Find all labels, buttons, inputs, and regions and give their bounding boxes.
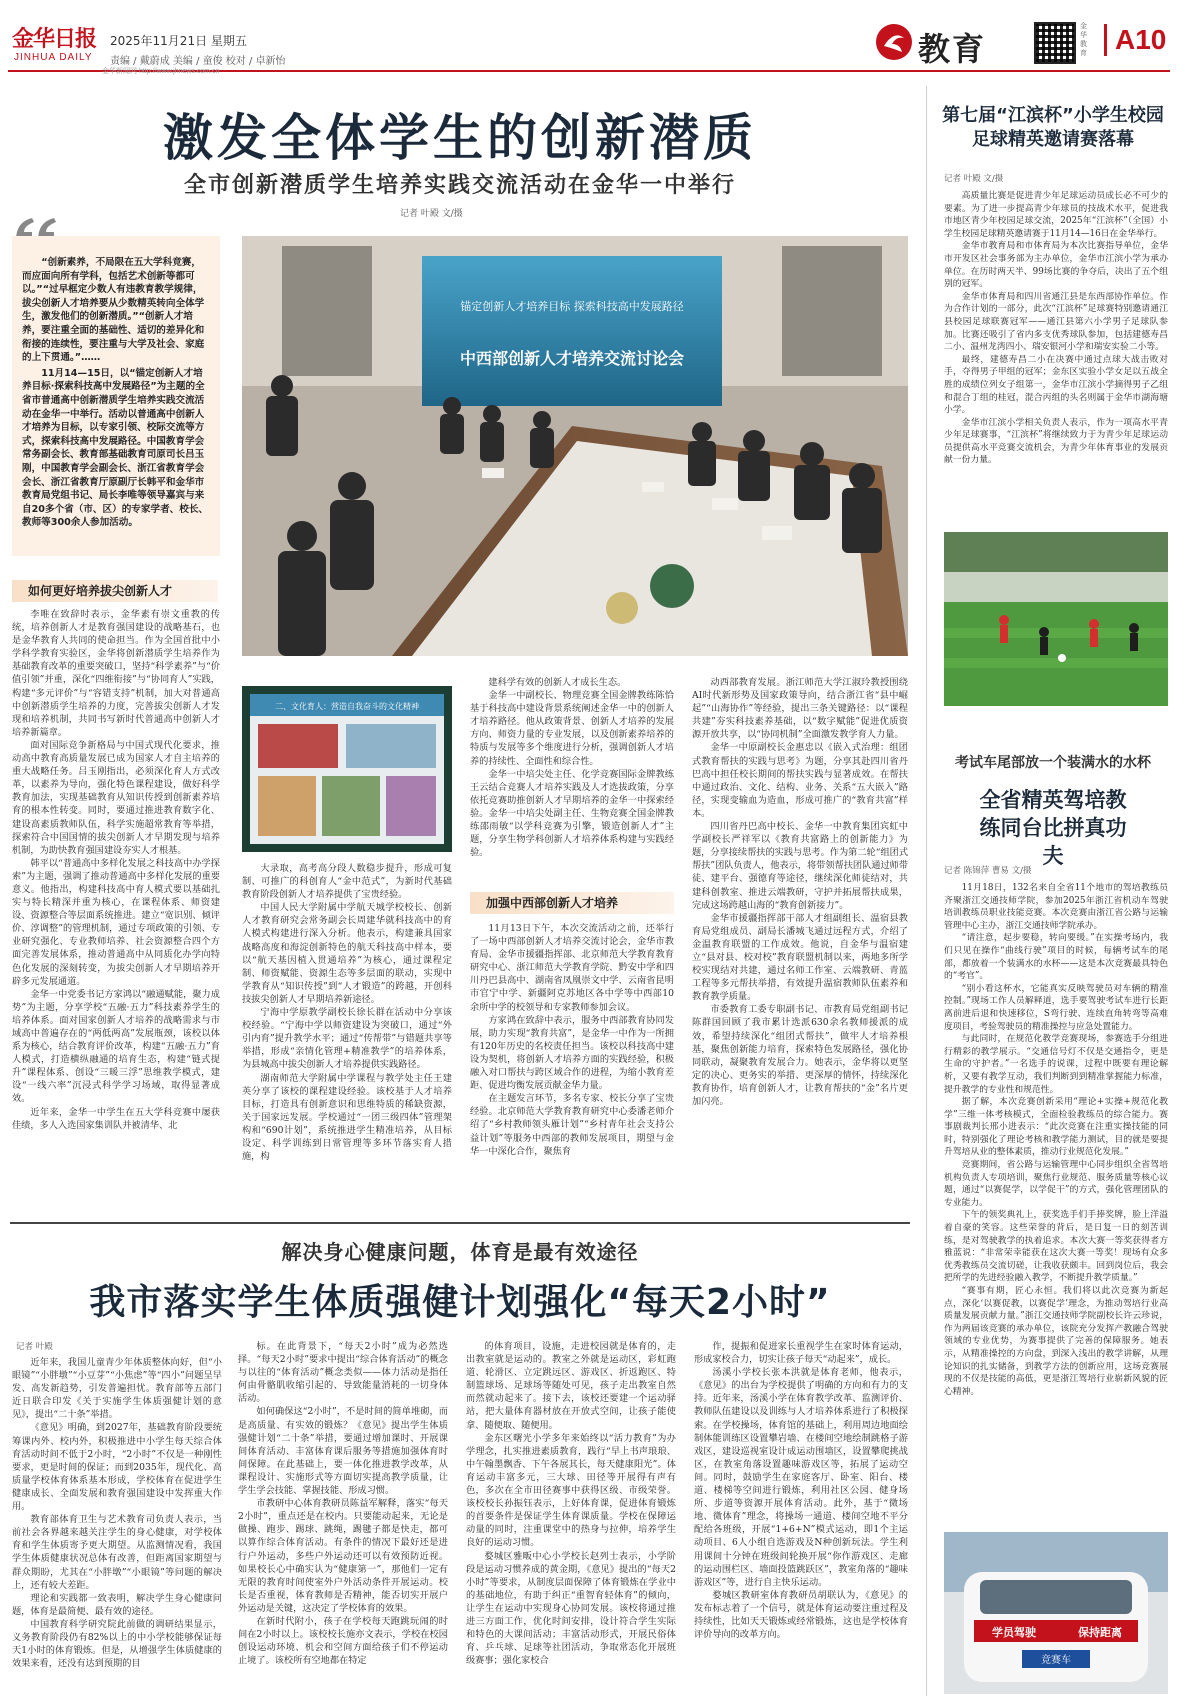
main-column-4 bbox=[692, 676, 908, 1212]
subhead-midwest-talent: 加强中西部创新人才培养 bbox=[470, 892, 674, 914]
newspaper-logo-en: JINHUA DAILY bbox=[14, 52, 93, 63]
paragraph: 四川省丹巴高中校长、金华一中教育集团宾虹中学副校长严祥军以《教育共富路上的创新能力》为题，分享接续帮扶的实践与思考。作为第二轮“组团式帮扶”团队负责人，他表示，将带领帮扶团队通过师带徒、建平台、强德育等途径，继续深化师徒结对，共建科创教室、推进云端教研，守护并拓展帮扶成果，完成这场跨越山海的“教育创新接力”。 bbox=[692, 821, 908, 911]
main-column-1 bbox=[12, 608, 220, 1212]
masthead bbox=[8, 8, 1170, 72]
paragraph: 汤溪小学校长张本洪就是体育老师，他表示，《意见》的出台为学校提供了明确的方向和有力的支持。近年来，汤溪小学在体育教学改革、监测评价、教师队伍建设以及训练与人才培养体系进行了积极探索。在学校操场，体育馆的基础上，利用周边地面绘制体能训练区设置攀岩墙、在楼间空地绘制跳格子游戏区，建设巡视室设计成运动围墙区，设置攀爬挑战区，在教室角落设置趣味游戏区等，拓展了运动空间。同时，鼓励学生在家庭客厅、卧室、阳台、楼道、楼梯等空间进行锻炼，利用社区公园、健身场所、步道等资源开展体育活动。此外，基于“微场地、微体育”理念，将操场一通道、楼间空地不平分配给各班级，开展“1+6+N”模式运动，即1个主运动项目、6人小组自选游戏及N种创新玩法。学生利用课间十分钟在班级间轮换开展“你作游戏区、走廊的运动围栏区、墙面投篮跳跃区”，教室角落的“趣味游戏区”等，进行自主快乐运动。 bbox=[694, 1367, 908, 1588]
paragraph: 在主题发言环节，多名专家、校长分享了宝贵经验。北京师范大学教育教育研究中心委潘老师介绍了“乡村教师领头雁计划”“乡村青年社会支持公益计划”等服务中西部的教师发展项目，期望与金华一中深化合作，聚焦育 bbox=[470, 1093, 674, 1157]
pe-column-2 bbox=[238, 1340, 448, 1696]
paragraph: 市委教育工委专职副书记、市教育局党组副书记陈群国回顾了我市累计选派630余名教师援派的成效，希望持续深化“组团式帮扶”，做牢人才培养根基，聚焦创新能力培育，探索特色发展路径，强化协同联动，凝聚教育发展合力。她表示，金华将以更坚定的决心、更务实的举措、更深厚的情怀，持续深化教育协作，培育创新人才，让教育帮扶的“金”名片更加闪亮。 bbox=[692, 1004, 908, 1107]
paragraph: 如何确保这“2小时”，不是时间的简单堆砌，而是高质量、有实效的锻炼？《意见》提出学生体质强健计划“二十条”举措，要通过增加课时、开展课间体育活动、丰富体育课后服务等措施加强体育时间保障。在此基础上，要一体化推进教学改革，从课程设计、实施形式等方面切实提高教学质量，让学生学会技能、掌握技能、形成习惯。 bbox=[238, 1406, 448, 1497]
paragraph: 教育部体育卫生与艺术教育司负责人表示，当前社会各界越来越关注学生的身心健康，对学校体育和学生体质寄予更大期望。从监测情况看，我国学生体质健康状况总体有改善，但距离国家期望与群众期盼，尤其在“小胖墩”“小眼镜”等问题的解决上，还有较大差距。 bbox=[12, 1514, 222, 1591]
intro-box bbox=[12, 236, 220, 556]
intro-paragraph: 11月14—15日，以“锚定创新人才培养目标·探索科技高中发展路径”为主题的全省市普通高中创新潜质学生培养实践交流活动在金华一中举行。活动以普通高中创新人才培养为目标，以专家引领、校际交流等方式，探索科技高中发展路径。中国教育学会常务副会长、教育部基础教育司原司长吕玉刚，中国教育学会副会长、浙江省教育学会会长、浙江省教育厅原副厅长韩平和金华市教育局党组书记、局长李唯等领导嘉宾与来自20多个省（市、区）的专家学者、校长、教师等300余人参加活动。 bbox=[22, 367, 209, 529]
pe-byline: 记者 叶殿 bbox=[16, 1342, 53, 1352]
paragraph: 与此同时，在规范化教学竞赛现场，参赛选手分组进行精彩的教学展示。“交通信号灯不仅是交通指令，更是生命的守护者。”一名选手的说课，过程中既要有理论解析，又要有教学互动，我们判断到到精准掌握能力标准，提升教学的专业性和规范性。 bbox=[944, 1034, 1168, 1095]
main-column-3 bbox=[470, 922, 674, 1212]
paragraph: 理论和实践都一致表明，解决学生身心健康问题，体育是最简便、最有效的途径。 bbox=[12, 1592, 222, 1617]
section-rule bbox=[10, 1222, 910, 1224]
paragraph: 在新时代附小，孩子在学校每天跑跳玩闹的时间在2小时以上。该校校长施亦文表示，学校在校园创设运动环境、机会和空间方面给孩子们不停运动止境了。该校所有空地都在特定 bbox=[238, 1615, 448, 1667]
subhead-talent-cultivation: 如何更好培养拔尖创新人才 bbox=[12, 580, 218, 602]
conference-photo bbox=[242, 236, 908, 656]
paragraph: 竞赛期间，省公路与运输管理中心同步组织全省驾培机构负责人专项培训，聚焦行业规范、服务质量等核心议题，通过“以赛促学，以学促干”的方式，强化管理团队的专业能力。 bbox=[944, 1160, 1168, 1208]
paragraph: 方家鸿在致辞中表示，服务中西部教育协同发展，助力实现“教育共富”，是金华一中作为一所拥有120年历史的名校责任担当。该校以科技高中建设为契机，将创新人才培养方面的实践经验，积极融入对口帮扶与跨区域合作的进程，为缩小教育差距、促进均衡发展贡献金华力量。 bbox=[470, 1014, 674, 1092]
paragraph: 11月18日，132名来自全省11个地市的驾培教练员齐聚浙江交通技师学院，参加2025年浙江省机动车驾驶培训教练员职业技能竞赛。本次竞赛由浙江省公路与运输管理中心主办，浙江交通技师学院承办。 bbox=[944, 883, 1168, 931]
education-section-icon bbox=[874, 22, 914, 62]
paragraph: 金华一中党委书记方家鸿以“融通赋能，聚力成势”为主题，分享学校“五融·五力”科技素养学生的培养体系。面对国家创新人才培养的战略需求与市域高中普遍存在的“两低两高”发展瓶颈，该校以体系为核心，结合教育评价改革，构建“五融·五力”育人模式，打造横纵融通的培育生态，构建“链式提升”课程体系、创设“三暖三浮”思维教学模式，建设“一线六率”沉浸式科学学习场域，取得显著成效。 bbox=[12, 988, 220, 1105]
driving-headline: 全省精英驾培教练同台比拼真功夫 bbox=[979, 788, 1127, 868]
pe-column-4 bbox=[694, 1340, 908, 1696]
paragraph: 11月13日下午，本次交流活动之前，还举行了一场中西部创新人才培养交流讨论会，金华市教育局、金华市援疆指挥部、北京师范大学教育教育研究中心、浙江师范大学教育学院、黔安中学和四川丹巴县高中、湖南省凤凰崇文中学、云南省昆明市官宁中学、新疆阿克苏地区各中学等中西部10余所中学的校领导和专家教师参加会议。 bbox=[470, 923, 674, 1013]
paragraph: 据了解，本次竞赛创新采用“理论+实操+规范化教学”三维一体考核模式，全面检验教练员的综合能力。赛事剧裁判长邢小进表示：“此次竞赛在注重实操技能的同时，特别强化了理论考核和教学能力测试，目的就是要提升驾培从业的整体素质，推动行业规范化发展。” bbox=[944, 1097, 1168, 1158]
paragraph: 婺城区教研室体育教研员胡联认为，《意见》的发布标志着了一个信号，就是体育运动要注重过程及持续性，比如天天锻炼或经常锻炼，这也是学校体育评价导向的改革方向。 bbox=[694, 1589, 908, 1641]
main-column-2-top bbox=[470, 676, 674, 876]
paragraph: 李唯在致辞时表示，金华素有崇文重教的传统，培养创新人才是教育强国建设的战略基石，也是金华教育人共同的使命担当。作为全国首批中小学科学教育实验区，金华将创新潜质学生培养作为基础教育改革的重要突破口，坚持“科学素养”与“价值引领”并重，深化“四维衔接”与“协同育人”实践，构建“多元评价”与“容错支持”机制，加大对普通高中创新潜质学生培养的力度，完善拔尖创新人才发现和培养机制，共同书写新时代普通高中创新人才培养新篇章。 bbox=[12, 609, 220, 738]
section-title: 教育 bbox=[918, 30, 987, 68]
driving-car-photo bbox=[944, 1532, 1168, 1694]
paragraph: 的体育项目，设施，走进校园就是体育的，走出教室就是运动的。教室之外就是运动区，彩虹跑道、轮滑区、立定跳远区、游戏区、折返跑区、特制篮球场、足球场等随处可见，孩子走出教室自然而然就动起来了。接下去，该校还要建一个运动驿站，把大量体育器材放在开放式空间，让孩子能使拿、随便取、随便用。 bbox=[466, 1341, 676, 1431]
paragraph: 高质量比赛是促进青少年足球运动员成长必不可少的要素。为了进一步提高青少年球员的技战术水平，促进我市地区青少年校园足球交流，2025年“江滨杯”（全国）小学生校园足球精英邀请赛于11月14—16日在金华举行。 bbox=[944, 191, 1168, 239]
paragraph: “别小看这杯水，它能真实反映驾驶员对车辆的精准控制。”现场工作人员解释道，选手要驾驶考试车进行长距离前进后退和快速移位，S弯行驶、连续直角转弯等高难度项目，考验驾驶员的精准操控与应急处置能力。 bbox=[944, 983, 1168, 1032]
presentation-slide-photo bbox=[242, 686, 452, 852]
pe-headline: 我市落实学生体质强健计划强化“每天2小时” bbox=[89, 1282, 831, 1323]
paragraph: “赛事有期，匠心永恒。我们将以此次竞赛为新起点，深化‘以赛促教，以赛促学’理念，为推动驾培行业高质量发展贡献力量。”浙江交通技师学院副校长许云珍说，作为两届该竞赛的承办单位，该院充分发挥产教融合驾驶领域的专业优势，为赛事提供了完善的保障服务。她表示，从精准操控的方向盘，到深入浅出的教学讲解，从理论知识的扎实储备，到教学方法的创新应用，这场竞赛展现的不仅是技能的高低，更是浙江驾培行业崭新风貌的匠心精神。 bbox=[944, 1286, 1168, 1397]
paragraph: 湖南师范大学附属中学课程与教学处主任王建英分享了该校的课程建设经验。该校基于人才培养目标，打造具有创新意识和思维特质的稀缺资源，关于国家远发展。学校通过“一团三级四体”管理架构和“690计划”，系统推进学生精准培养，从目标设定、科学训练到日常管理等多环节落实育人措施，构 bbox=[242, 1072, 452, 1163]
pe-kicker: 解决身心健康问题，体育是最有效途径 bbox=[281, 1240, 639, 1264]
paragraph: “请注意，起步要稳，转向要缓。”在实操考场内，我们只见在操作“曲线行驶”项目的时候，每辆考试车的尾部，都放着一个装满水的水杯——这是本次竞赛最具特色的“考官”。 bbox=[944, 933, 1168, 982]
car-sign-competition: 竞赛车 bbox=[1041, 1655, 1071, 1666]
driving-byline: 记者 陈锦萍 曹易 文/摄 bbox=[944, 866, 1032, 876]
screen-banner-text: 锚定创新人才培养目标 探索科技高中发展路径 bbox=[460, 300, 684, 313]
football-article bbox=[944, 190, 1168, 520]
paragraph: 金华市江滨小学相关负责人表示，作为一项高水平青少年足球赛事，“江滨杯”将继续致力于为青少年足球运动员提供高水平竞赛交流机会，为青少年体育事业的发展贡献一份力量。 bbox=[944, 417, 1168, 466]
paragraph: 韩平以“普通高中多样化发展之科技高中办学探索”为主题，强调了推动普通高中多样化发展的重要意义。他指出，构建科技高中育人模式要以基础扎实与特长精深并重为核心，在课程体系、师资建设、资源整合等层面系统推进。建立“宽识别、倾评价、淳调整”的管理机制，通过专项政策的引领、专业研究强化、专业教师培养、社会资源整合四个方面完善发展体系，推动普通高中从同质化办学向特色化发展的深刻转变，为拔尖创新人才早期培养开辟多元发展通道。 bbox=[12, 857, 220, 987]
intro-paragraph: “创新素养，不局限在五大学科竞赛，而应面向所有学科，包括艺术创新等都可以。”“过早框定少数人有违教育教学规律，拔尖创新人才培养要从少数精英转向全体学生，激发他们的创新潜质。”“创新人才培养，要注重全面的基础性、适切的差异化和衔接的连续性，要注重与大学及社会、家庭的上下贯通。”…… bbox=[22, 257, 205, 364]
column-divider bbox=[926, 86, 927, 1696]
website-url[interactable]: 金华新闻网 http://www.jhnews.com.cn bbox=[102, 68, 220, 75]
qr-code[interactable] bbox=[1034, 22, 1076, 64]
slide-title: 二、文化育人：营造自我奋斗的文化精神 bbox=[275, 702, 419, 711]
paragraph: 大录取，高考高分段人数稳步提升，形成可复制、可推广的科创育人“金中范式”，为新时代基础教育阶段创新人才培养提供了宝贵经验。 bbox=[242, 863, 452, 901]
paragraph: 作，提振和促进家长重视学生在家时体育运动，形成家校合力，切实让孩子每天“动起来”，成长。 bbox=[694, 1341, 908, 1366]
newspaper-logo: 金华日报 bbox=[12, 27, 97, 52]
paragraph: 金华市体育局和四川省通江县是东西部协作单位。作为合作计划的一部分，此次“江滨杯”足球赛特别邀请通江县校园足球联赛冠军——通江县第六小学男子足球队参加。比赛还吸引了省内多支优秀球队参加，包括建德寿昌二小、温州龙湾四小、瑞安银河小学和瑞安实验二小等。 bbox=[944, 291, 1168, 353]
paragraph: 《意见》明确，到2027年，基础教育阶段要统筹课内外、校内外，积极推进中小学生每天综合体育活动时间不低于2小时，“2小时”不仅是一种刚性要求，更是时间的保证；而到2035年，现代化、高质量学校体育体系基本形成，学校体育在促进学生健康成长、全面发展和教育强国建设中发挥重大作用。 bbox=[12, 1422, 222, 1513]
paragraph: 金华一中副校长、物理竞赛全国金牌教练陈恰基于科技高中建设背景系统阐述金华一中的创新人才培养路径。他从政策背景、创新人才培养的发展方向、师资力量的专业发展，以及创新素养培养的特质与发展等多个维度进行分析，强调创新人才培养的持续性、全面性和综合性。 bbox=[470, 690, 674, 767]
pe-column-1 bbox=[12, 1356, 222, 1696]
car-sign-student: 学员驾驶 bbox=[992, 1626, 1036, 1639]
paragraph: 中国人民大学附属中学航天城学校校长、创新人才教育研究会常务副会长周建华就科技高中的育人模式构建进行深入分析。他表示，构建兼具国家战略高度和海淀创新特色的航天科技高中样本，要以“航天基因植入贯通培养”为核心，通过课程定制、师资赋能、资源生态等多层面的联动，实现中学教育从“知识传授”到“人才锻造”的跨越，开创科技拔尖创新人才早期培养新途径。 bbox=[242, 902, 452, 1005]
main-byline: 记者 叶殿 文/摄 bbox=[400, 209, 463, 219]
paragraph: 面对国际竞争新格局与中国式现代化要求，推动高中教育高质量发展已成为国家人才自主培养的重大战略任务。吕玉刚指出，必须深化育人方式改革，以素养为导向，强化特色课程建设，做好科学教育加法，实现基础教育从知识传授到创新素养培育的根本性转变。同时，要通过推进教育数字化、建设高素质教师队伍，科学实施超常教育等举措，探索符合中国国情的拔尖创新人才早期发现与培养机制，为助快教育强国建设夯实人才根基。 bbox=[12, 739, 220, 856]
driving-kicker: 考试车尾部放一个装满水的水杯 bbox=[955, 755, 1151, 771]
football-headline: 第七届“江滨杯”小学生校园足球精英邀请赛落幕 bbox=[942, 105, 1164, 150]
paragraph: 标。在此背景下，“每天2小时”成为必然选择。“每天2小时”要求中提出“综合体育活动”的概念与以往的“体育活动”概念类似——体力活动是指任何由骨骼肌收缩引起的、导致能量消耗的一切身体活动。 bbox=[238, 1341, 448, 1405]
paragraph: 动西部教育发展。浙江师范大学江淑玲教授围绕AI时代新形势及国家政策导向，结合浙江省“县中崛起”“山海协作”等经验，提出三条关键路径：以“课程共建”夯实科技素养基础，以“数字赋能”促进优质资源开放共享，以“协同机制”全面激发教学育人力量。 bbox=[692, 677, 908, 741]
paragraph: 金东区曙光小学多年来始终以“活力教育”为办学理念，扎实推进素质教育，践行“早上书声琅琅、中午翰墨飘香、下午各展其长，每天健康阳光”。体育运动丰富多元，三大球、田径等开展得有声有色，多次在全市田径赛事中获得区级、市级荣誉。该校校长孙振钰表示，上好体育课，促进体育锻炼的首要条件是保证学生体育课质量。学校在保障运动量的同时，注重课堂中的热身与拉伸，培养学生良好的运动习惯。 bbox=[466, 1432, 676, 1549]
paragraph: 金华一中培尖处主任、化学竞赛国际金牌教练王云结合竞赛人才培养实践及人才选拔政策，分享依托竞赛助推创新人才早期培养的金华一中探索经验。金华一中培尖处副主任、生物竞赛全国金牌教练邵雨敏“以学科竞赛为引擎，锻造创新人才”主题，分享生物学科创新人才培养体系构建与实践经验。 bbox=[470, 768, 674, 859]
editor-credits: 责编 / 戴蔚成 美编 / 童俊 校对 / 卓新怡 bbox=[110, 56, 286, 67]
main-column-2-bottom bbox=[242, 862, 452, 1212]
page-number: A10 bbox=[1104, 24, 1166, 56]
paragraph: 金华一中原副校长金惠忠以《嵌入式治理：组团式教育帮扶的实践与思考》为题，分享其赴四川省丹巴高中担任校长期间的帮扶实践与显著成效。在帮扶中通过政治、文化、结构、业务、关系“五大嵌入”路径，实现变输血为造血，形成可推广的“教育共富”样本。 bbox=[692, 742, 908, 819]
issue-date: 2025年11月21日 星期五 bbox=[110, 34, 247, 48]
main-headline: 激发全体学生的创新潜质 bbox=[163, 109, 757, 167]
paragraph: 金华市援疆指挥部干部人才组副组长、温宿县教育局党组成员、副局长潘城飞通过远程方式，介绍了金温教育联盟的工作成效。他说，自金华与温宿建立“县对县、校对校”教育联盟机制以来，两地多所学校实现结对共建，通过名师工作室、云端教研、青蓝工程等多元帮扶举措，有效提升温宿教师队伍素养和教育教学质量。 bbox=[692, 912, 908, 1003]
paragraph: 金华市教育局和市体育局为本次比赛指导单位，金华市开发区社会事务部为主办单位，金华市江滨小学为承办单位。在历时两天半、99场比赛的争夺后，决出了五个组别的冠军。 bbox=[944, 241, 1168, 290]
paragraph: 近年来，金华一中学生在五大学科竞赛中屡获佳绩，多人入选国家集训队并被清华、北 bbox=[12, 1106, 220, 1131]
paragraph: 建科学有效的创新人才成长生态。 bbox=[488, 677, 627, 688]
paragraph: 中国教育科学研究院此前做的调研结果显示，义务教育阶段仍有82%以上的中小学校能够保证每天1小时的体育锻炼。但是，从增强学生体质健康的效果来看，还没有达到预期的目 bbox=[12, 1618, 222, 1670]
pe-column-3 bbox=[466, 1340, 676, 1696]
driving-article bbox=[944, 882, 1168, 1522]
football-byline: 记者 叶殿 文/摄 bbox=[944, 174, 1004, 184]
paragraph: 市教研中心体育教研员陈益军解释，落实“每天2小时”，重点还是在校内。只要能动起来，无论是做操、跑步、踢球、跳绳，踢毽子都是快走，都可以算作综合体育活动。有条件的情况下最好还是进行户外运动，多些户外运动还可以有效预防近视。如果校长心中确实认为“健康第一”，那他们一定有无限的教育时间使室外户外活动条件开展运动。校长是否重视，体育教师是否精神，能否切实开展户外运动是关键，这决定了学校体育的效果。 bbox=[238, 1498, 448, 1614]
paragraph: 宁海中学原教学副校长徐长群在活动中分享该校经验。“宁海中学以师资建设为突破口，通过“外引内育”提升教学水平；通过“传帮带”与错题共享等举措，形成“亲情化管理+精准教学”的培养体系，为县城高中拔尖创新人才培养提供实践路径。 bbox=[242, 1007, 452, 1071]
paragraph: 婺城区雅畈中心小学校长赵列士表示，小学阶段是运动习惯养成的黄金期，《意见》提出的“每天2小时”等要求，从制度层面保障了体育锻炼在学业中的基础地位，有助于纠正“重智育轻体育”的倾向，让学生在运动中实现身心协同发展。该校将通过推进三方面工作，优化时间安排，设计符合学生实际和特色的大课间活动；丰富活动形式，开展民俗体育、乒乓球、足球等社团活动，争取常态化开展班级赛事；强化家校合 bbox=[466, 1550, 676, 1667]
qr-label: 金华教育 bbox=[1080, 22, 1087, 57]
paragraph: 下午的领奖典礼上，获奖选手们手捧奖牌，脸上洋溢着自豪的笑容。这些荣誉的背后，是日复一日的刻苦训练，是对驾驶教学的执着追求。本次大赛一等奖获得者方雅蓝说：“非常荣幸能获在这次大赛一等奖！现场有众多优秀教练员交流切磋，让我收获颇丰。回到岗位后，我会把所学的先进经验融入教学，不断提升教学质量。” bbox=[944, 1210, 1168, 1284]
football-photo bbox=[944, 532, 1168, 706]
main-subheadline: 全市创新潜质学生培养实践交流活动在金华一中举行 bbox=[183, 173, 736, 198]
paragraph: 最终，建德寿昌二小在决赛中通过点球大战击败对手，夺得男子甲组的冠军；金东区实验小学女足以五战全胜的成绩位列女子组第一，金华市江滨小学摘得男子乙组和混合丁组的桂冠，混合丙组的头名则属于金华市湖海塘小学。 bbox=[944, 354, 1168, 416]
screen-banner-subtext: 中西部创新人才培养交流讨论会 bbox=[459, 349, 685, 368]
paragraph: 近年来，我国儿童青少年体质整体向好，但“小眼镜”“小胖墩”“小豆芽”“小焦虑”等“四小”问题呈早发、高发新趋势，引发普遍担忧。教育部等五部门近日联合印发《关于实施学生体质强健计划的意见》，提出“二十条”举措。 bbox=[12, 1357, 222, 1421]
car-sign-distance: 保持距离 bbox=[1078, 1626, 1122, 1639]
